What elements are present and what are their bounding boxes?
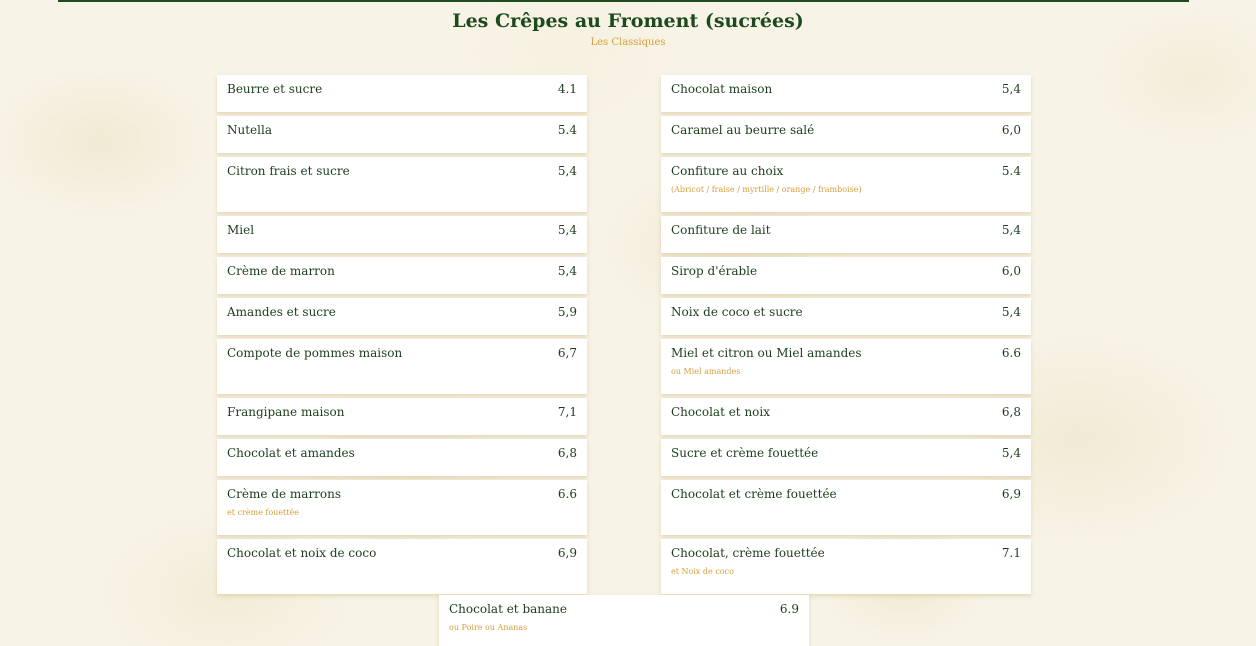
menu-item-price: 6.6 bbox=[557, 487, 577, 501]
menu-item-price: 6,8 bbox=[557, 446, 577, 460]
menu-item-name: Chocolat et noix de coco bbox=[227, 546, 377, 560]
menu-item-name: Chocolat et banane bbox=[449, 602, 567, 616]
menu-item-name: Chocolat maison bbox=[671, 82, 773, 96]
menu-item-name: Nutella bbox=[227, 123, 272, 137]
menu-item bbox=[217, 216, 587, 253]
menu-item bbox=[661, 439, 1031, 476]
menu-item-price: 5,4 bbox=[557, 264, 577, 278]
menu-item bbox=[217, 257, 587, 294]
menu-item-price: 6,7 bbox=[557, 346, 577, 360]
menu-item-name: Chocolat et noix bbox=[671, 405, 771, 419]
menu-item bbox=[217, 116, 587, 153]
menu-item bbox=[439, 595, 809, 646]
menu-item-price: 6,0 bbox=[1001, 123, 1021, 137]
menu-item-price: 6,9 bbox=[557, 546, 577, 560]
menu-item-price: 5,4 bbox=[1001, 223, 1021, 237]
menu-item bbox=[217, 398, 587, 435]
page-title: Les Crêpes au Froment (sucrées) bbox=[452, 10, 804, 32]
menu-item-name: Frangipane maison bbox=[227, 405, 345, 419]
menu-header bbox=[0, 8, 1256, 50]
top-divider bbox=[58, 0, 1189, 2]
menu-item-note: et Noix de coco bbox=[671, 567, 734, 576]
menu-item bbox=[217, 75, 587, 112]
menu-item-name: Noix de coco et sucre bbox=[671, 305, 803, 319]
menu-item-note: (Abricot / fraise / myrtille / orange / framboise) bbox=[671, 185, 862, 194]
menu-item-price: 5,4 bbox=[557, 164, 577, 178]
menu-item bbox=[661, 257, 1031, 294]
menu-item-price: 5,4 bbox=[1001, 446, 1021, 460]
menu-item bbox=[217, 539, 587, 594]
menu-item-name: Confiture au choix bbox=[671, 164, 784, 178]
menu-item-price: 7,1 bbox=[557, 405, 577, 419]
menu-item bbox=[661, 116, 1031, 153]
menu-item-price: 6,9 bbox=[1001, 487, 1021, 501]
menu-item-note: ou Poire ou Ananas bbox=[449, 623, 528, 632]
menu-item-name: Confiture de lait bbox=[671, 223, 771, 237]
menu-item-name: Amandes et sucre bbox=[227, 305, 336, 319]
menu-item-price: 5.4 bbox=[1001, 164, 1021, 178]
menu-item-price: 6.9 bbox=[779, 602, 799, 616]
menu-item-name: Beurre et sucre bbox=[227, 82, 323, 96]
menu-item bbox=[661, 298, 1031, 335]
menu-item bbox=[217, 157, 587, 212]
menu-item bbox=[661, 398, 1031, 435]
menu-item-name: Compote de pommes maison bbox=[227, 346, 403, 360]
menu-item-price: 6.6 bbox=[1001, 346, 1021, 360]
menu-item-price: 5,4 bbox=[1001, 82, 1021, 96]
menu-item-name: Chocolat et crème fouettée bbox=[671, 487, 837, 501]
menu-item-price: 6,0 bbox=[1001, 264, 1021, 278]
menu-item-price: 6,8 bbox=[1001, 405, 1021, 419]
menu-column-right bbox=[661, 75, 1031, 598]
menu-item-name: Citron frais et sucre bbox=[227, 164, 350, 178]
menu-item bbox=[661, 75, 1031, 112]
menu-item-name: Sirop d'érable bbox=[671, 264, 758, 278]
menu-item bbox=[217, 439, 587, 476]
menu-item-price: 5,9 bbox=[557, 305, 577, 319]
menu-item-name: Crème de marron bbox=[227, 264, 335, 278]
menu-item-name: Miel bbox=[227, 223, 255, 237]
menu-item-price: 5,4 bbox=[557, 223, 577, 237]
menu-item-note: et crème fouettée bbox=[227, 508, 299, 517]
menu-item-name: Crème de marrons bbox=[227, 487, 342, 501]
menu-item-price: 5,4 bbox=[1001, 305, 1021, 319]
menu-item bbox=[661, 539, 1031, 594]
menu-item bbox=[217, 298, 587, 335]
menu-item bbox=[661, 339, 1031, 394]
menu-item-name: Chocolat et amandes bbox=[227, 446, 355, 460]
menu-item-name: Sucre et crème fouettée bbox=[671, 446, 819, 460]
menu-item-note: ou Miel amandes bbox=[671, 367, 741, 376]
menu-item-price: 5.4 bbox=[557, 123, 577, 137]
menu-item-name: Miel et citron ou Miel amandes bbox=[671, 346, 862, 360]
menu-item bbox=[217, 339, 587, 394]
menu-item-price: 4.1 bbox=[557, 82, 577, 96]
menu-item-price: 7.1 bbox=[1001, 546, 1021, 560]
menu-item bbox=[661, 480, 1031, 535]
menu-item bbox=[217, 480, 587, 535]
menu-item bbox=[661, 157, 1031, 212]
menu-item-name: Chocolat, crème fouettée bbox=[671, 546, 825, 560]
menu-item-name: Caramel au beurre salé bbox=[671, 123, 815, 137]
menu-column-left bbox=[217, 75, 587, 598]
page-subtitle: Les Classiques bbox=[590, 37, 666, 48]
menu-item bbox=[661, 216, 1031, 253]
